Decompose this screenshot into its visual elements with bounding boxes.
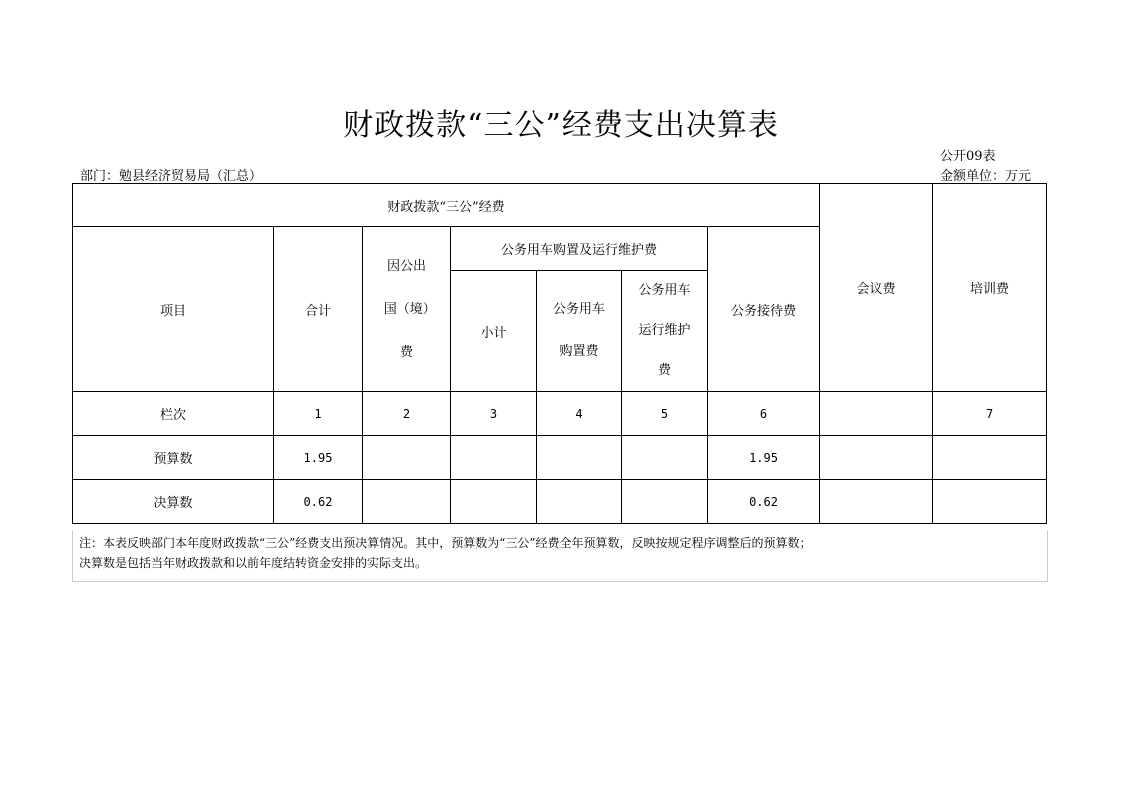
vehicle-purchase-header: 公务用车购置费 <box>537 271 622 392</box>
cell-subtotal: 3 <box>451 392 537 436</box>
cell-training <box>933 436 1047 480</box>
reception-header: 公务接待费 <box>708 227 820 392</box>
abroad-header: 因公出国（境）费 <box>363 227 451 392</box>
note-line-2: 决算数是包括当年财政拨款和以前年度结转资金安排的实际支出。 <box>79 556 428 570</box>
cell-total: 0.62 <box>274 480 363 524</box>
table-row <box>73 480 1047 524</box>
cell-abroad <box>363 436 451 480</box>
vehicle-subtotal-header: 小计 <box>451 271 537 392</box>
row-label: 预算数 <box>73 436 274 480</box>
row-label: 决算数 <box>73 480 274 524</box>
cell-reception: 6 <box>708 392 820 436</box>
cell-meeting <box>820 436 933 480</box>
cell-meeting <box>820 392 933 436</box>
cell-reception: 0.62 <box>708 480 820 524</box>
table-row <box>73 392 1047 436</box>
cell-subtotal <box>451 436 537 480</box>
unit-label: 金额单位：万元 <box>940 169 1032 184</box>
page-title: 财政拨款“三公”经费支出决算表 <box>343 108 779 143</box>
note-line-1: 注：本表反映部门本年度财政拨款“三公”经费支出预决算情况。其中，预算数为“三公”经费全年预算数，反映按规定程序调整后的预算数； <box>79 536 812 550</box>
group-header: 财政拨款“三公”经费 <box>73 184 820 227</box>
table-row <box>73 436 1047 480</box>
cell-total: 1 <box>274 392 363 436</box>
cell-abroad <box>363 480 451 524</box>
expenditure-table <box>72 183 1047 524</box>
form-number: 公开09表 <box>940 149 996 164</box>
row-label: 栏次 <box>73 392 274 436</box>
cell-abroad: 2 <box>363 392 451 436</box>
total-header: 合计 <box>274 227 363 392</box>
cell-training: 7 <box>933 392 1047 436</box>
cell-maintain <box>622 480 708 524</box>
cell-purchase: 4 <box>537 392 622 436</box>
cell-maintain: 5 <box>622 392 708 436</box>
cell-reception: 1.95 <box>708 436 820 480</box>
meeting-header: 会议费 <box>820 184 933 392</box>
vehicle-maintain-header: 公务用车运行维护费 <box>622 271 708 392</box>
table-note <box>72 530 1048 582</box>
training-header: 培训费 <box>933 184 1047 392</box>
cell-maintain <box>622 436 708 480</box>
cell-training <box>933 480 1047 524</box>
cell-meeting <box>820 480 933 524</box>
cell-total: 1.95 <box>274 436 363 480</box>
department-label: 部门：勉县经济贸易局（汇总） <box>80 169 263 184</box>
cell-purchase <box>537 436 622 480</box>
item-header: 项目 <box>73 227 274 392</box>
vehicle-group-header: 公务用车购置及运行维护费 <box>451 227 708 271</box>
cell-purchase <box>537 480 622 524</box>
cell-subtotal <box>451 480 537 524</box>
